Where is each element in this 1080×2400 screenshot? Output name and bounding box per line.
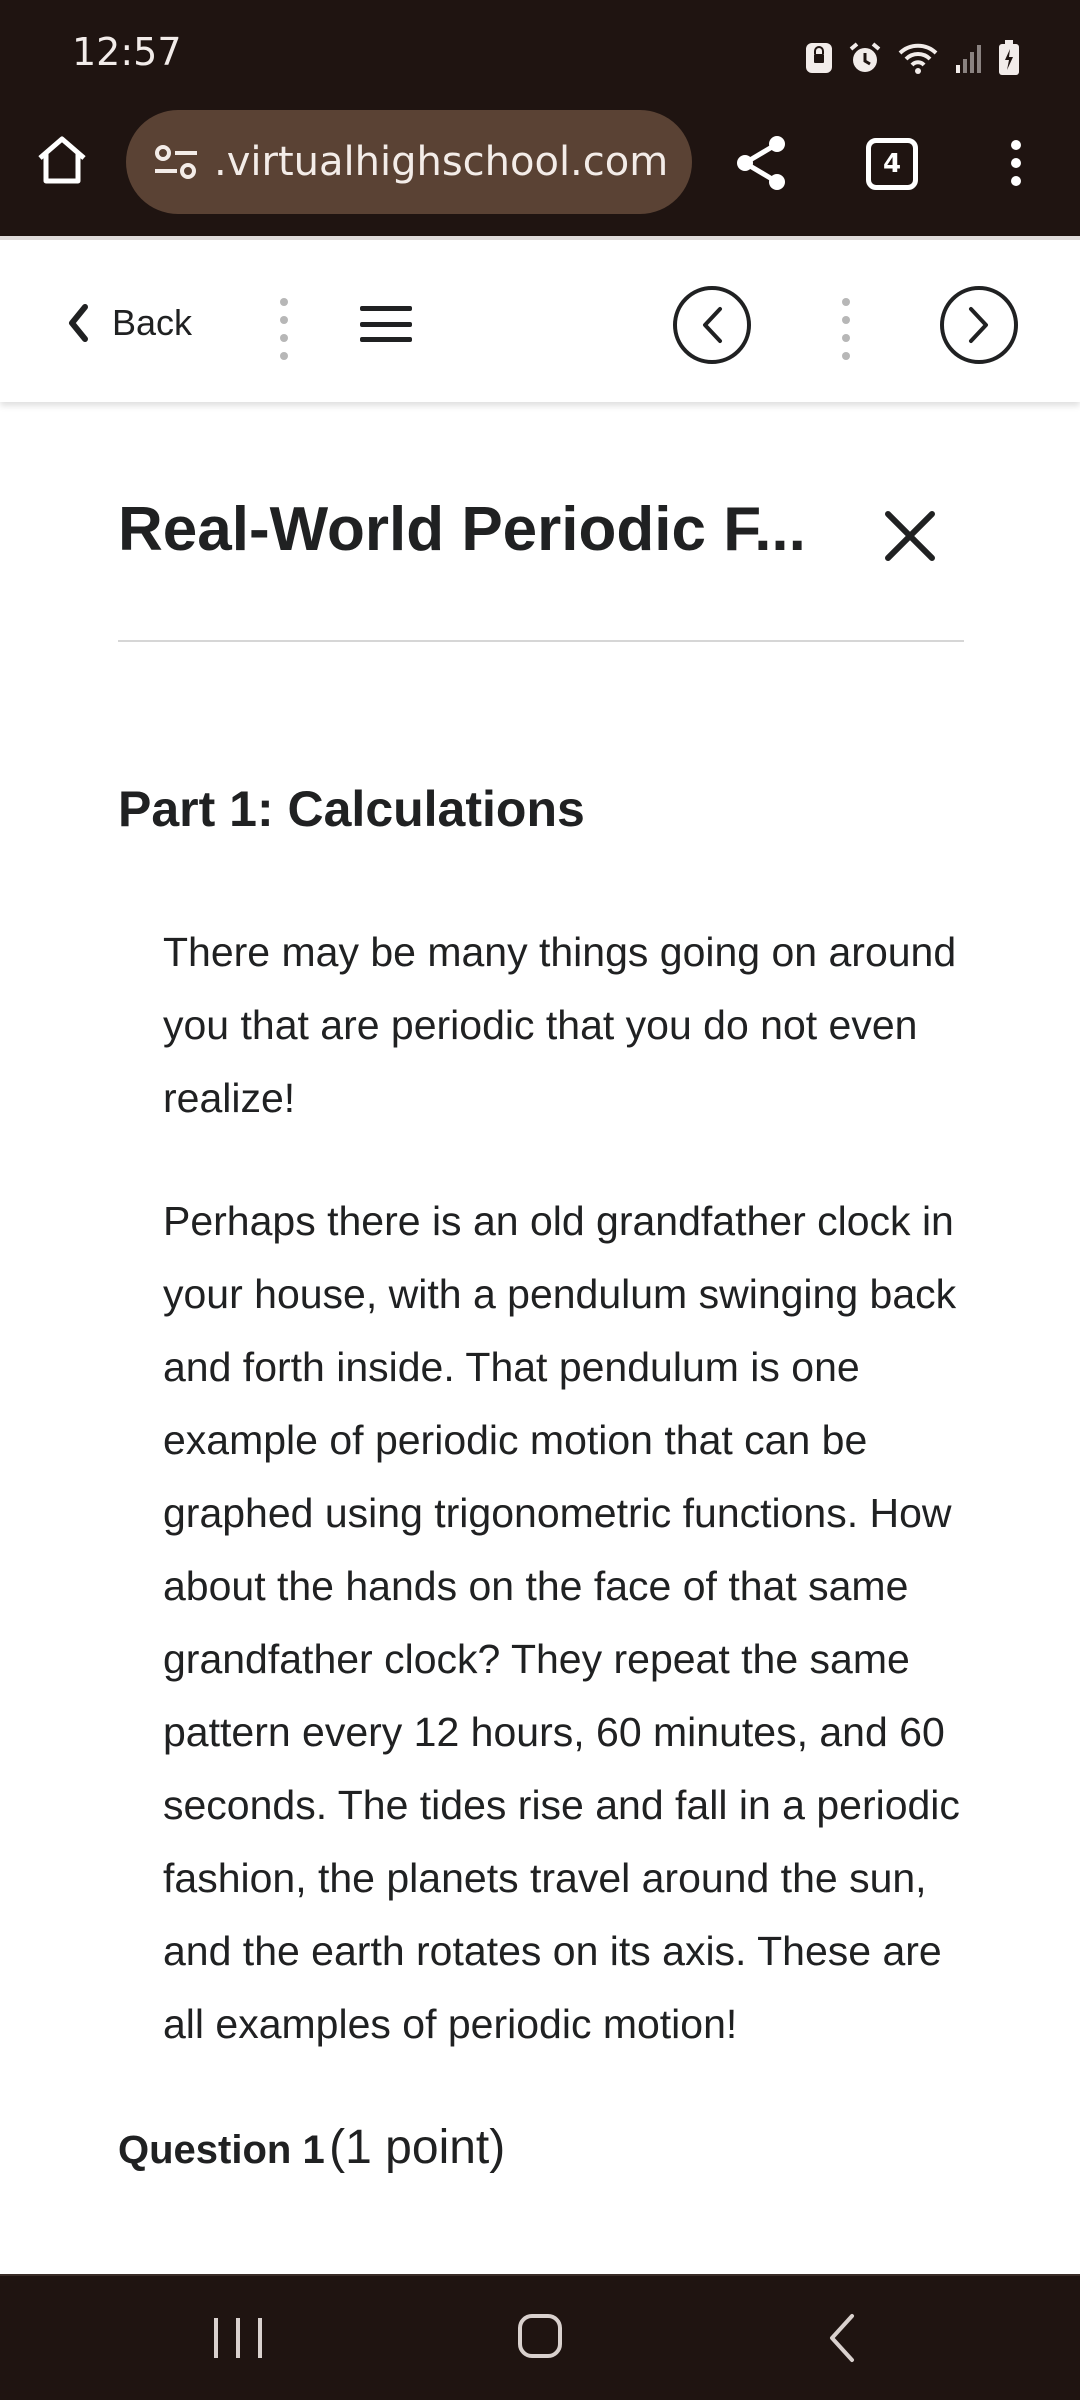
recents-icon [214,2318,218,2358]
previous-page-button[interactable] [673,286,751,364]
alarm-icon [848,41,882,75]
back-icon[interactable] [822,2312,862,2364]
status-bar [0,0,1080,102]
home-button-icon[interactable] [518,2314,562,2358]
wifi-icon [896,41,940,75]
hamburger-icon [360,306,412,311]
home-icon [35,134,89,186]
browser-home-button[interactable] [30,128,94,192]
site-settings-button[interactable] [146,132,206,192]
address-bar[interactable] [126,110,692,214]
nav-divider-dots [279,298,289,360]
more-menu-button[interactable] [996,128,1036,198]
close-button[interactable] [876,502,944,570]
back-button[interactable] [68,298,192,348]
tab-count: 4 [882,149,902,179]
previous-circle-icon [698,305,726,345]
system-nav-bar [0,2274,1080,2400]
battery-charging-icon [998,40,1020,76]
more-menu-icon [1010,139,1022,187]
status-time: 12:57 [72,30,182,74]
page-title: Real-World Periodic F... [118,495,806,564]
recents-button[interactable] [214,2318,262,2358]
question-points: (1 point) [329,2121,506,2174]
next-page-button[interactable] [940,286,1018,364]
paragraph-examples: Perhaps there is an old grandfather clock in your house, with a pendulum swinging back and forth inside. That pendulum is one example of periodic motion that can be graphed using trigonometric functions. How about the hands on the face of that same grandfather clock? They repeat the same pattern every 12 hours, 60 minutes, and 60 seconds. The tides rise and fall in a periodic fashion, the planets travel around the sun, and the earth rotates on its axis. These are all examples of periodic motion! [163,1198,960,2047]
status-icons [804,38,1020,78]
back-label: Back [112,302,193,343]
share-icon [733,133,789,193]
browser-toolbar [0,102,1080,236]
nav-divider-dots-2 [841,298,851,360]
course-nav-bar [0,236,1080,402]
page-header [0,402,1080,642]
question-label: Question 1 [118,2128,325,2172]
paragraph-intro: There may be many things going on around you that are periodic that you do not even realize! [163,929,957,1121]
section-heading: Part 1: Calculations [118,781,585,837]
header-divider [118,640,964,642]
close-icon [884,510,936,562]
next-circle-icon [965,305,993,345]
site-settings-icon [153,142,199,182]
question-header [118,2120,505,2175]
chevron-left-icon [68,304,88,342]
course-menu-button[interactable] [360,306,412,342]
url-text: .virtualhighschool.com [214,139,669,185]
tabs-button[interactable] [866,138,918,190]
signal-icon [954,41,984,75]
auto-rotate-icon [804,41,834,75]
share-button[interactable] [726,128,796,198]
